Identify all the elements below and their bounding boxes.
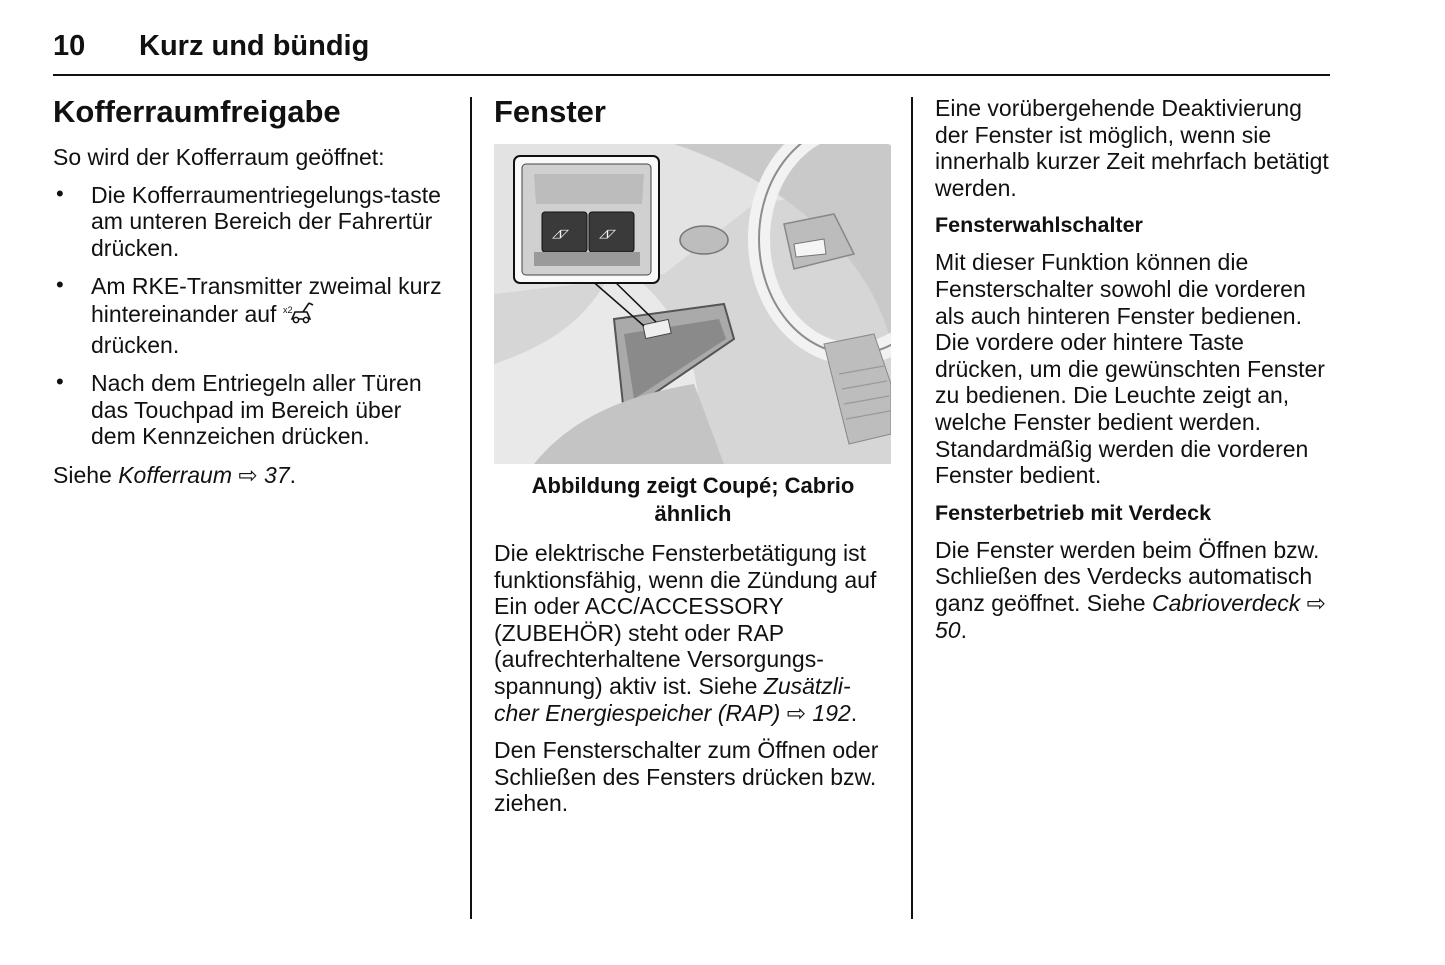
svg-text:◿◸: ◿◸ [552, 227, 569, 240]
trunk-see-reference: Siehe Kofferraum ⇨ 37. [53, 461, 297, 488]
column-windows-continued [935, 95, 1333, 654]
list-item: • Nach dem Entriegeln aller Türen das Touchpad im Bereich über dem Kennzeichen drücken. [56, 369, 422, 450]
page-reference-arrow-icon: ⇨ [1306, 589, 1326, 616]
window-selector-paragraph: Mit dieser Funktion können die Fensterschalter sowohl die vorderen als auch hinteren Fenster bedienen. Die vordere oder hintere Taste drücken, um die gewünschten Fenster zu bedienen. Die Leuchte zeigt an, welche Fenster bedient werden. Standardmäßig werden die vorderen Fenster bedient. [935, 249, 1325, 489]
column-divider-2 [911, 97, 913, 919]
subheading-window-selector: Fensterwahlschalter [935, 213, 1143, 238]
windows-paragraph-2: Den Fensterschalter zum Öffnen oder Schließen des Fensters drücken bzw. ziehen. [494, 737, 879, 817]
bullet: • [56, 369, 64, 395]
svg-text:x2: x2 [282, 304, 293, 315]
page-header [53, 28, 1330, 76]
trunk-steps-list [53, 182, 448, 450]
figure-caption: Abbildung zeigt Coupé; Cabrio ähnlich [531, 473, 855, 526]
trunk-reference-link[interactable]: Kofferraum [118, 461, 232, 488]
list-item: • Die Kofferraumentriegelungs-taste am unteren Bereich der Fahrertür drücken. [56, 180, 441, 261]
page-reference-arrow-icon: ⇨ [238, 461, 258, 488]
convertible-reference-link[interactable]: Cabrioverdeck [1151, 589, 1301, 616]
column-trunk-release [53, 92, 448, 500]
list-item: • Am RKE-Transmitter zweimal kurz hintereinander auf x2 drücken. [56, 272, 442, 358]
column-windows [494, 92, 892, 828]
convertible-top-paragraph: Die Fenster werden beim Öffnen bzw. Schließen des Verdecks automatisch ganz geöffnet. Siehe Cabrioverdeck ⇨ 50. [935, 536, 1326, 643]
rap-reference-link[interactable]: Zusätzli-cher Energiespeicher (RAP) [494, 672, 851, 726]
bullet: • [56, 272, 64, 298]
windows-paragraph-1: Die elektrische Fensterbetätigung ist funktionsfähig, wenn die Zündung auf Ein oder ACC/ACCESSORY (ZUBEHÖR) steht oder RAP (aufrechterhaltene Versorgungs-spannung) aktiv ist. Siehe Zusätzli-cher Energiespeicher (RAP) ⇨ 192. [494, 540, 877, 726]
page-reference-arrow-icon: ⇨ [786, 699, 807, 726]
trunk-intro: So wird der Kofferraum geöffnet: [53, 144, 385, 170]
page-number: 10 [53, 30, 86, 62]
svg-text:◿◸: ◿◸ [599, 227, 616, 240]
deactivation-paragraph: Eine vorübergehende Deaktivierung der Fenster ist möglich, wenn sie innerhalb kurzer Zeit mehrfach betätigt werden. [935, 95, 1329, 201]
chapter-title: Kurz und bündig [139, 30, 370, 62]
trunk-release-key-icon [283, 300, 315, 332]
column-divider-1 [470, 97, 472, 919]
window-switch-illustration [494, 144, 891, 464]
subheading-convertible-top: Fensterbetrieb mit Verdeck [935, 500, 1212, 525]
bullet: • [56, 180, 64, 206]
section-heading-windows: Fenster [494, 94, 606, 129]
section-heading-trunk: Kofferraumfreigabe [53, 94, 341, 129]
